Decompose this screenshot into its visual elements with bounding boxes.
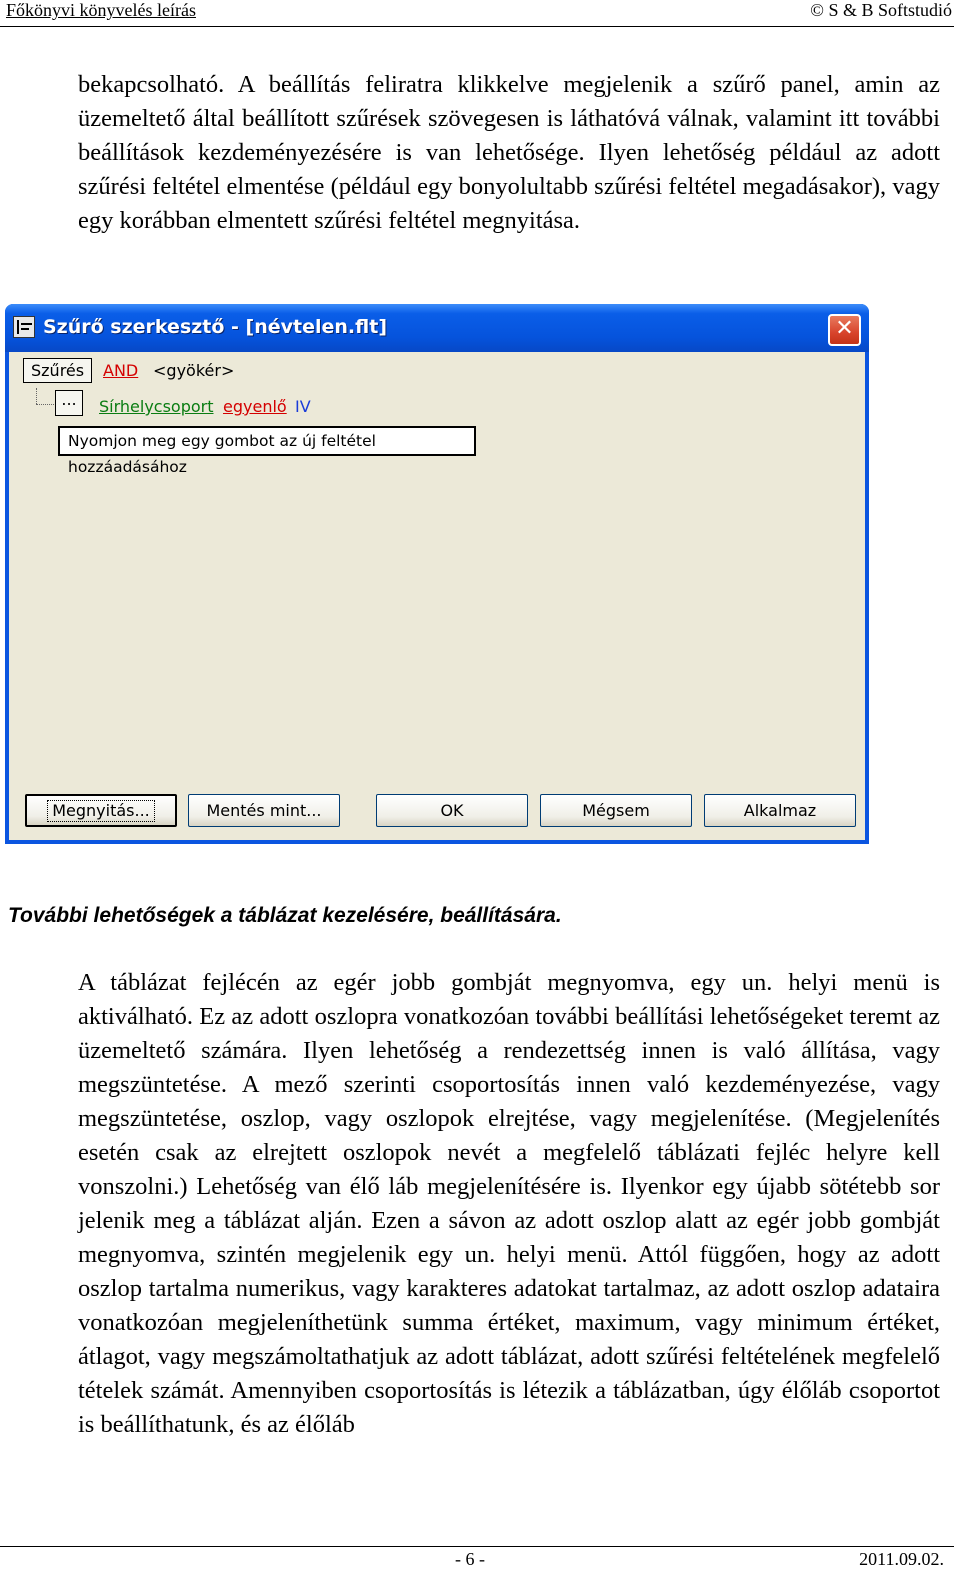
page-header — [0, 0, 954, 27]
tree-connector — [36, 388, 37, 404]
filter-editor-dialog — [5, 304, 869, 844]
save-as-button[interactable]: Mentés mint... — [188, 794, 340, 827]
condition-operator-link[interactable]: egyenlő — [223, 397, 287, 416]
paragraph-table-options: A táblázat fejlécén az egér jobb gombját megnyomva, egy un. helyi menü is aktiválható. Ez az adott oszlopra vonatkozóan további beállítási lehetőségeket teremt az üzemeltető számára. Ilyen lehetőség a rendezettség innen is való állítása, vagy megszüntetése. A mező szerinti csoportosítás innen való kezdeményezése, vagy megszüntetése, oszlop, vagy oszlopok elrejtése, vagy megjelenítése. (Megjelenítés esetén csak az elrejtett oszlopok nevét a megfelelő táblázati fejléc helyre kell vonszolni.) Lehetőség van élő láb megjelenítésére is. Ilyenkor egy újabb sötétebb sor jelenik meg a táblázat alján. Ezen a sávon az adott oszlop alatt az egér jobb gombját megnyomva, szintén megjelenik egy un. helyi menü. Attól függően, hogy az adott oszlop tartalma numerikus, vagy karakteres adatokat tartalmaz, az adott oszlop adataira vonatkozóan megjeleníthetünk summa értéket, maximum, vagy minimum értéket, átlagot, vagy megszámoltathatjuk az adott táblázat, adott szűrési feltételének megfelelő tételek számát. Amennyiben csoportosítás is létezik a táblázatban, úgy élőláb csoportot is beállíthatunk, és az élőláb — [78, 969, 940, 1438]
open-button[interactable] — [25, 794, 177, 827]
tree-connector-horizontal — [36, 404, 56, 405]
dialog-title: Szűrő szerkesztő - [névtelen.flt] — [43, 316, 388, 338]
apply-button[interactable]: Alkalmaz — [704, 794, 856, 827]
condition-value[interactable]: IV — [295, 397, 311, 416]
condition-field-link[interactable]: Sírhelycsoport — [99, 397, 214, 416]
company-name: © S & B Softstudió — [810, 0, 952, 20]
close-button[interactable] — [828, 314, 861, 346]
ok-button[interactable]: OK — [376, 794, 528, 827]
add-condition-hint: Nyomjon meg egy gombot az új feltétel hozzáadásához — [58, 426, 476, 456]
filter-root-button[interactable]: Szűrés — [23, 358, 92, 383]
paragraph-filter-panel: bekapcsolható. A beállítás feliratra klikkelve megjelenik a szűrő panel, amin az üzemeltető által beállított szűrések szövegesen is láthatóvá válnak, valamint itt további beállítások kezdeményezésére is van lehetősége. Ilyen lehetőség például az adott szűrési feltétel elmentése (például egy bonyolultabb szűrési feltétel megadásakor), vagy egy korábban elmentett szűrési feltétel megnyitása. — [78, 71, 940, 234]
app-icon — [13, 316, 35, 338]
cancel-button[interactable]: Mégsem — [540, 794, 692, 827]
dialog-titlebar[interactable] — [5, 304, 869, 352]
page-number: - 6 - — [455, 1549, 485, 1569]
document-title: Főkönyvi könyvelés leírás — [6, 0, 196, 20]
close-icon: ✕ — [835, 316, 854, 341]
operator-link[interactable]: AND — [103, 361, 139, 380]
root-node-label[interactable]: <gyökér> — [153, 361, 235, 380]
document-date: 2011.09.02. — [859, 1549, 944, 1569]
dialog-client-area — [9, 352, 865, 840]
section-heading: További lehetőségek a táblázat kezelésére, beállítására. — [8, 904, 562, 927]
condition-menu-button[interactable]: ... — [55, 390, 83, 416]
open-button-label: Megnyitás... — [47, 800, 155, 822]
page-footer — [0, 1546, 954, 1587]
